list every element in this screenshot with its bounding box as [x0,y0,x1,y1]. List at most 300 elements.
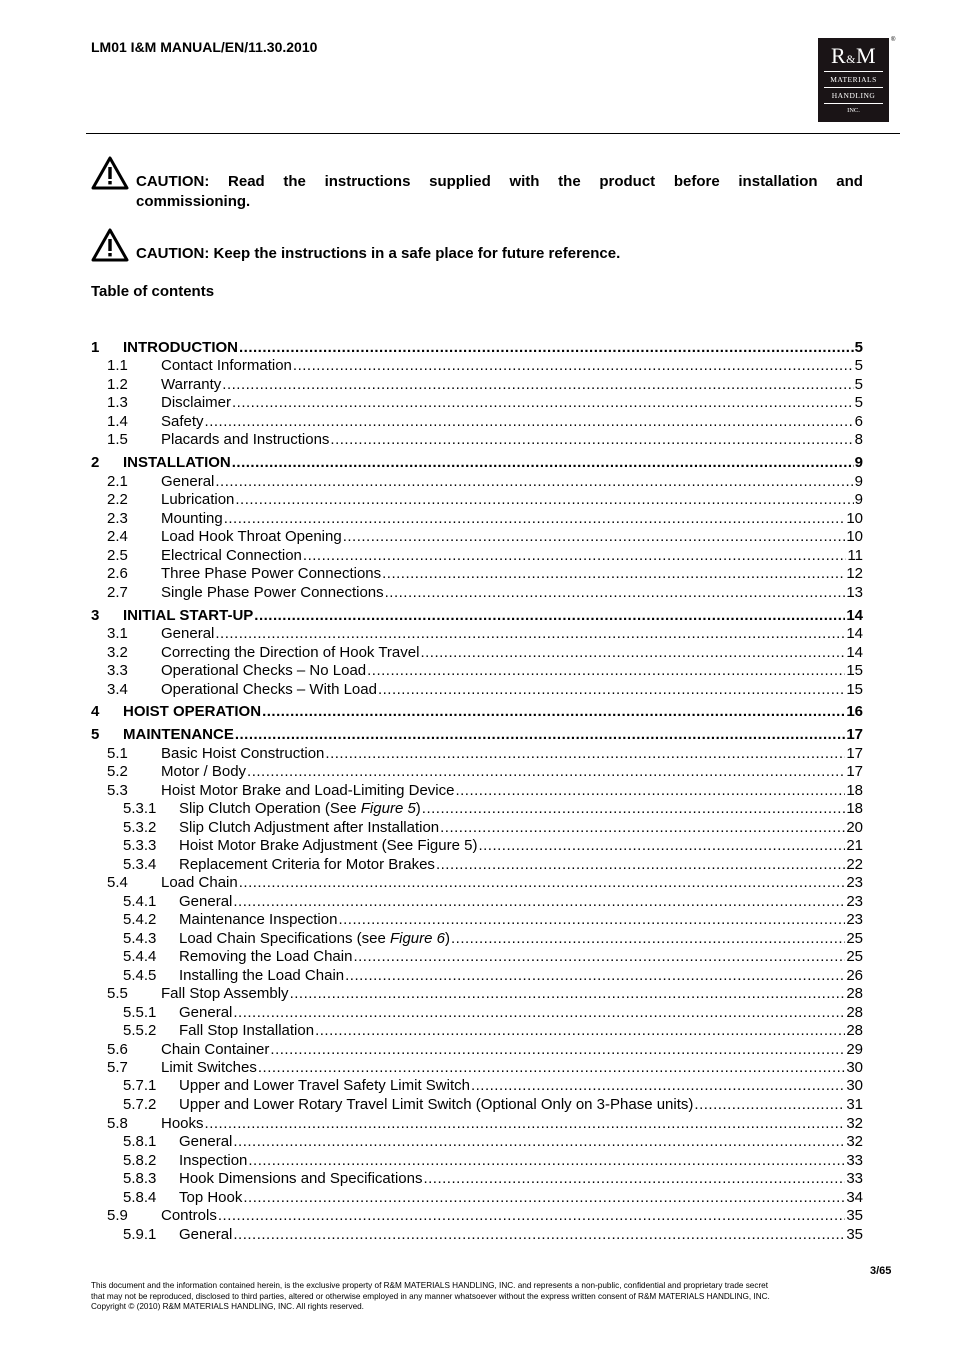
toc-dot-leader [232,394,854,411]
toc-entry-page: 32 [846,1115,863,1132]
toc-entry-title-text: Safety [161,413,204,430]
toc-entry[interactable] [91,1041,863,1060]
toc-entry-title [161,874,238,891]
toc-entry-title [179,1133,232,1150]
logo-divider [824,87,883,88]
toc-dot-leader [315,1022,845,1039]
toc-entry-title-text: Electrical Connection [161,547,302,564]
toc-entry-title-text: Three Phase Power Connections [161,565,382,582]
toc-entry-page: 31 [846,1096,863,1113]
toc-dot-leader [385,584,846,601]
toc-entry[interactable] [91,394,863,413]
toc-entry-number: 2.3 [107,510,128,527]
toc-entry-title [179,856,435,873]
toc-entry[interactable] [91,985,863,1004]
toc-entry-number: 3.3 [107,662,128,679]
caution-text: CAUTION: Keep the instructions in a safe place for future reference. [136,245,621,262]
toc-dot-leader [367,662,845,679]
toc-entry-title-text: General [161,625,215,642]
toc-entry-page: 14 [846,625,863,642]
toc-dot-leader [258,1059,845,1076]
toc-entry[interactable] [91,703,863,722]
toc-entry-page: 10 [846,510,863,527]
toc-entry-title-text: Operational Checks – With Load [161,681,377,698]
toc-entry-number: 5.3.4 [123,856,157,873]
toc-entry-title-text: Replacement Criteria for Motor Brakes [179,856,435,873]
toc-entry-number: 2.7 [107,584,128,601]
toc-entry-title [161,547,302,564]
toc-dot-leader [471,1077,845,1094]
toc-entry-number: 5 [91,726,100,743]
toc-dot-leader [205,1115,846,1132]
caution-word: Read [228,173,265,190]
toc-entry-title [179,1152,247,1169]
toc-entry-title [179,800,421,817]
toc-entry-title-text: Chain Container [161,1041,270,1058]
toc-entry[interactable] [91,625,863,644]
toc-entry-number: 5.4.3 [123,930,157,947]
toc-entry-number: 5.5.2 [123,1022,157,1039]
toc-dot-leader [232,454,854,471]
toc-entry-title [161,1059,257,1076]
logo-line3: INC. [847,107,860,114]
toc-entry-title-text: Contact Information [161,357,292,374]
caution-word: installation [738,173,818,190]
toc-entry-page: 20 [846,819,863,836]
toc-entry-title [123,339,238,356]
toc-entry-title-text: Lubrication [161,491,235,508]
toc-entry-page: 6 [854,413,863,430]
toc-entry-title-text: Operational Checks – No Load [161,662,367,679]
toc-entry-page: 35 [846,1226,863,1243]
toc-entry[interactable] [91,1059,863,1078]
toc-entry-title-text: Slip Clutch Adjustment after Installation [179,819,440,836]
toc-entry-number: 5.4.1 [123,893,157,910]
caution-keep-instructions [91,228,863,264]
toc-entry[interactable] [91,431,863,450]
toc-dot-leader [270,1041,845,1058]
toc-entry-number: 1 [91,339,100,356]
toc-dot-leader [353,948,845,965]
toc-entry-number: 3 [91,607,100,624]
toc-entry[interactable] [91,413,863,432]
toc-entry-page: 11 [847,547,863,564]
toc-entry-number: 5.4.4 [123,948,157,965]
toc-entry-page: 23 [846,911,863,928]
toc-entry[interactable] [91,565,863,584]
toc-entry-title [161,431,329,448]
logo-divider [824,71,883,72]
toc-dot-leader [325,745,845,762]
toc-entry-number: 1.2 [107,376,128,393]
toc-entry[interactable] [91,874,863,893]
toc-dot-leader [378,681,845,698]
toc-entry-title-text: General [179,1133,233,1150]
caution-line1 [136,172,863,192]
toc-entry-title-text: Hoist Motor Brake Adjustment (See Figure 5) [179,837,478,854]
toc-dot-leader [247,763,845,780]
toc-dot-leader [343,528,846,545]
caution-word: supplied [429,173,491,190]
toc-entry-title [161,413,204,430]
toc-dot-leader [239,874,846,891]
toc-dot-leader [233,1133,845,1150]
toc-entry-page: 17 [846,763,863,780]
toc-entry-number: 5.3.2 [123,819,157,836]
toc-entry-number: 2.5 [107,547,128,564]
toc-entry-title-text: Disclaimer [161,394,232,411]
toc-entry-title-text: Motor / Body [161,763,247,780]
toc-entry-page: 16 [846,703,863,720]
toc-dot-leader [239,339,854,356]
toc-dot-leader [222,376,853,393]
confidentiality-footer [91,1281,897,1313]
toc-heading: Table of contents [91,283,215,300]
toc-entry-title [161,491,234,508]
toc-entry[interactable] [91,819,863,838]
footer-line: that may not be reproduced, disclosed to third parties, altered or otherwise employed in any manner whatsoever without the express written consent of R&M MATERIALS HANDLING, INC. [91,1291,770,1301]
toc-entry-title [179,1170,422,1187]
toc-dot-leader [215,473,853,490]
toc-entry-page: 5 [854,357,863,374]
toc-entry[interactable] [91,662,863,681]
toc-entry[interactable] [91,837,863,856]
toc-entry-title [179,948,352,965]
logo-divider [824,103,883,104]
toc-entry-number: 5.8.2 [123,1152,157,1169]
toc-entry-title-text: Controls [161,1207,217,1224]
toc-entry[interactable] [91,930,863,949]
toc-entry-number: 5.7 [107,1059,128,1076]
toc-entry-page: 12 [846,565,863,582]
toc-entry[interactable] [91,726,863,745]
caution-read-instructions [91,156,863,212]
toc-dot-leader [694,1096,845,1113]
toc-entry[interactable] [91,1152,863,1171]
toc-entry-title [179,837,477,854]
caution-word: product [599,173,656,190]
toc-entry-page: 10 [846,528,863,545]
toc-entry-number: 5.8.1 [123,1133,157,1150]
toc-entry-number: 5.9 [107,1207,128,1224]
toc-dot-leader [218,1207,845,1224]
toc-entry-number: 5.5 [107,985,128,1002]
toc-entry-number: 2.6 [107,565,128,582]
toc-entry-number: 5.8.4 [123,1189,157,1206]
toc-entry-page: 23 [846,893,863,910]
toc-entry-title [179,1004,232,1021]
toc-entry-page: 15 [846,681,863,698]
toc-entry-page: 9 [854,491,863,508]
toc-dot-leader [451,930,845,947]
toc-entry-title [161,625,214,642]
toc-entry[interactable] [91,357,863,376]
toc-dot-leader [455,782,845,799]
toc-entry-title-text: Installing the Load Chain [179,967,345,984]
caution-word: the [558,173,581,190]
warning-triangle-icon [91,156,129,190]
toc-entry-title-text: Inspection [179,1152,248,1169]
toc-dot-leader [235,491,853,508]
toc-entry-title [179,893,232,910]
toc-entry[interactable] [91,782,863,801]
toc-dot-leader [290,985,846,1002]
toc-entry[interactable] [91,967,863,986]
toc-entry[interactable] [91,1133,863,1152]
toc-entry-title-text: Hoist Motor Brake and Load-Limiting Device [161,782,455,799]
toc-entry[interactable] [91,911,863,930]
toc-entry-page: 18 [846,782,863,799]
caution-word: instructions [324,173,411,190]
toc-entry[interactable] [91,1115,863,1134]
toc-entry-page: 34 [846,1189,863,1206]
toc-entry-figure-ref: Figure 5 [360,800,416,817]
toc-entry-title-text: Removing the Load Chain [179,948,353,965]
toc-entry-title-text: Fall Stop Assembly [161,985,289,1002]
toc-entry[interactable] [91,800,863,819]
toc-entry-title-text: MAINTENANCE [123,726,234,743]
toc-entry-number: 2.4 [107,528,128,545]
toc-entry-number: 3.4 [107,681,128,698]
toc-dot-leader [205,413,854,430]
toc-entry-page: 29 [846,1041,863,1058]
toc-entry-page: 25 [846,948,863,965]
toc-entry-page: 28 [846,985,863,1002]
toc-entry-title [161,763,246,780]
footer-line: This document and the information contained herein, is the exclusive property of R&M MATERIALS HANDLING, INC. and represents a non-public, confidential and proprietary trade secret [91,1281,769,1290]
toc-entry[interactable] [91,681,863,700]
toc-entry-title [161,644,419,661]
caution-word: CAUTION: [136,173,210,190]
toc-entry-page: 25 [846,930,863,947]
toc-entry-number: 5.4.5 [123,967,157,984]
toc-entry-number: 1.1 [107,357,128,374]
toc-entry-page: 21 [846,837,863,854]
toc-entry-number: 4 [91,703,100,720]
company-logo [818,38,889,122]
toc-entry-title [161,985,289,1002]
logo-brand: R&M [830,43,877,68]
toc-entry-title-text: Maintenance Inspection [179,911,338,928]
toc-entry-number: 2.2 [107,491,128,508]
toc-entry-page: 9 [854,473,863,490]
toc-dot-leader [233,893,845,910]
toc-entry-title-text: Load Chain Specifications (see [179,930,390,947]
toc-entry-title [161,1115,204,1132]
toc-entry[interactable] [91,948,863,967]
toc-dot-leader [338,911,845,928]
toc-entry-page: 28 [846,1004,863,1021]
toc-entry-title [123,703,261,720]
toc-entry-title-suffix: ) [415,800,421,817]
toc-entry-number: 5.7.2 [123,1096,157,1113]
toc-entry-title-text: Top Hook [179,1189,243,1206]
warning-triangle-icon [91,228,129,262]
toc-entry-number: 2 [91,454,100,471]
toc-entry-number: 5.8.3 [123,1170,157,1187]
toc-dot-leader [423,1170,845,1187]
toc-entry-title-text: Warranty [161,376,222,393]
toc-entry-title-text: Basic Hoist Construction [161,745,325,762]
toc-entry-page: 17 [846,726,863,743]
toc-entry-title-text: Upper and Lower Travel Safety Limit Switch [179,1077,470,1094]
toc-entry-number: 3.1 [107,625,128,642]
caution-word: and [836,173,863,190]
toc-entry-page: 5 [854,376,863,393]
toc-entry-page: 32 [846,1133,863,1150]
toc-entry-page: 5 [854,394,863,411]
toc-entry-title [161,745,324,762]
toc-entry-page: 15 [846,662,863,679]
toc-entry-title-text: Single Phase Power Connections [161,584,384,601]
toc-entry[interactable] [91,1207,863,1226]
toc-dot-leader [233,1004,845,1021]
toc-entry-title [161,782,454,799]
toc-entry[interactable] [91,856,863,875]
toc-entry-page: 14 [846,607,863,624]
toc-dot-leader [233,1226,845,1243]
toc-entry[interactable] [91,1096,863,1115]
toc-entry-title-text: General [161,473,215,490]
toc-entry-title [179,1189,242,1206]
toc-entry-number: 5.4.2 [123,911,157,928]
toc-entry-title [179,1226,232,1243]
toc-entry[interactable] [91,1022,863,1041]
page-number: 3/65 [870,1265,892,1277]
toc-entry[interactable] [91,1189,863,1208]
toc-entry-number: 5.6 [107,1041,128,1058]
toc-entry-number: 1.4 [107,413,128,430]
toc-dot-leader [303,547,847,564]
logo-line1: MATERIALS [830,75,877,84]
toc-entry-page: 35 [846,1207,863,1224]
toc-entry-title-suffix: ) [445,930,450,947]
toc-entry-number: 1.5 [107,431,128,448]
toc-entry-page: 9 [854,454,863,471]
toc-entry-title-text: Correcting the Direction of Hook Travel [161,644,420,661]
toc-entry-page: 8 [854,431,863,448]
toc-entry-title [161,357,292,374]
toc-entry[interactable] [91,763,863,782]
toc-entry-title [123,726,234,743]
toc-entry-title-text: Limit Switches [161,1059,257,1076]
toc-entry-title-text: Hook Dimensions and Specifications [179,1170,423,1187]
toc-entry[interactable] [91,491,863,510]
toc-entry-page: 14 [846,644,863,661]
toc-entry-number: 5.2 [107,763,128,780]
toc-dot-leader [422,800,846,817]
toc-entry[interactable] [91,528,863,547]
toc-entry-number: 5.9.1 [123,1226,157,1243]
toc-entry-title-text: Mounting [161,510,223,527]
toc-entry-title-text: INITIAL START-UP [123,607,254,624]
toc-entry[interactable] [91,1226,863,1245]
toc-entry-page: 30 [846,1077,863,1094]
toc-dot-leader [382,565,845,582]
toc-entry-title-text: INSTALLATION [123,454,231,471]
toc-entry-page: 23 [846,874,863,891]
toc-entry[interactable] [91,1077,863,1096]
toc-entry-title [161,1207,217,1224]
caution-line2: commissioning. [136,193,251,210]
toc-entry[interactable] [91,547,863,566]
toc-entry-page: 18 [846,800,863,817]
toc-entry[interactable] [91,745,863,764]
toc-entry-number: 5.8 [107,1115,128,1132]
toc-entry-title [123,454,231,471]
toc-entry-title [161,565,381,582]
toc-dot-leader [224,510,846,527]
toc-entry-page: 33 [846,1152,863,1169]
toc-entry[interactable] [91,339,863,358]
toc-entry[interactable] [91,1170,863,1189]
toc-entry-title [179,967,344,984]
toc-entry-title [179,1077,470,1094]
toc-entry-number: 5.3.3 [123,837,157,854]
toc-dot-leader [478,837,845,854]
toc-entry-number: 5.7.1 [123,1077,157,1094]
toc-entry-title-text: Load Hook Throat Opening [161,528,342,545]
toc-entry[interactable] [91,473,863,492]
toc-entry-title [161,681,377,698]
header-rule [86,133,900,134]
toc-entry-title [161,394,231,411]
toc-entry[interactable] [91,644,863,663]
toc-entry-title-text: General [179,1226,233,1243]
toc-entry-title-text: General [179,893,233,910]
toc-entry-title [161,510,223,527]
toc-dot-leader [420,644,845,661]
toc-entry[interactable] [91,584,863,603]
toc-entry-number: 5.4 [107,874,128,891]
toc-entry[interactable] [91,1004,863,1023]
toc-entry-number: 2.1 [107,473,128,490]
toc-entry-title [161,662,366,679]
toc-dot-leader [248,1152,845,1169]
toc-entry-title [179,1096,693,1113]
toc-entry-title [161,528,342,545]
toc-entry[interactable] [91,607,863,626]
toc-dot-leader [436,856,845,873]
toc-entry-number: 5.3.1 [123,800,157,817]
toc-entry-number: 1.3 [107,394,128,411]
toc-entry[interactable] [91,454,863,473]
toc-entry-number: 3.2 [107,644,128,661]
toc-dot-leader [293,357,854,374]
toc-entry-title-text: Upper and Lower Rotary Travel Limit Switch (Optional Only on 3-Phase units) [179,1096,694,1113]
toc-dot-leader [254,607,845,624]
toc-entry[interactable] [91,510,863,529]
toc-entry-title [161,1041,269,1058]
toc-entry-title-text: INTRODUCTION [123,339,238,356]
caution-word: before [673,173,720,190]
logo-line2: HANDLING [831,91,876,100]
toc-entry-title [179,930,450,947]
toc-entry[interactable] [91,893,863,912]
toc-entry-page: 22 [846,856,863,873]
toc-dot-leader [345,967,845,984]
document-header-code: LM01 I&M MANUAL/EN/11.30.2010 [91,39,318,55]
registered-mark: ® [891,37,896,43]
toc-entry-title [161,584,384,601]
toc-entry-title-text: Load Chain [161,874,238,891]
toc-dot-leader [243,1189,845,1206]
toc-entry[interactable] [91,376,863,395]
toc-entry-figure-ref: Figure 6 [389,930,445,947]
toc-entry-page: 17 [846,745,863,762]
footer-line: Copyright © (2010) R&M MATERIALS HANDLING, INC. All rights reserved. [91,1302,364,1311]
toc-dot-leader [330,431,853,448]
